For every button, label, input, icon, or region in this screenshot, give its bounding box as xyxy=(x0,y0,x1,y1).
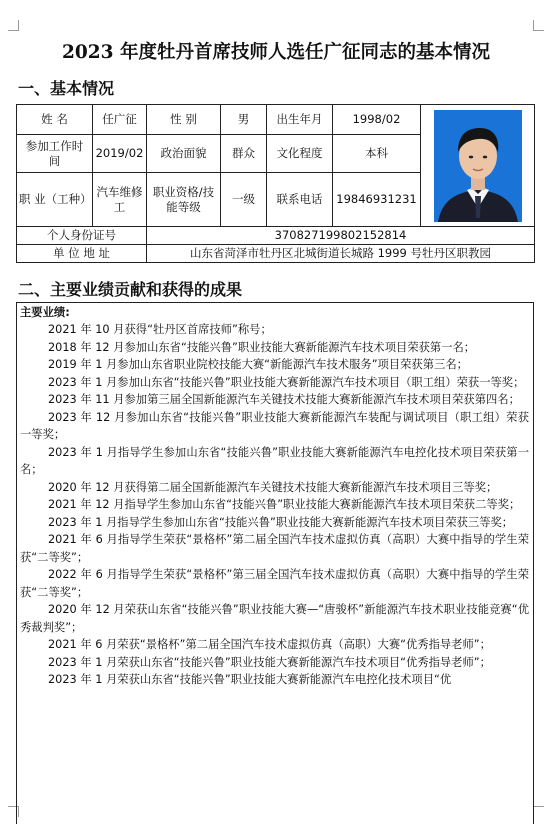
achievements-box xyxy=(16,302,534,824)
political-value: 群众 xyxy=(221,135,267,173)
name-label: 姓 名 xyxy=(17,105,93,135)
gender-value: 男 xyxy=(221,105,267,135)
political-label: 政治面貌 xyxy=(147,135,221,173)
list-item: 2021 年 10 月获得“牡丹区首席技师”称号； xyxy=(48,323,272,336)
list-item: 2023 年 12 月参加山东省“技能兴鲁”职业技能大赛新能源汽车装配与调试项目（职工组）荣获一等奖； xyxy=(20,410,529,441)
work-start-label: 参加工作时 间 xyxy=(17,135,93,173)
basic-info-table xyxy=(16,104,535,263)
list-item: 2019 年 1 月参加山东省职业院校技能大赛“新能源汽车技术服务”项目荣获第三名； xyxy=(48,358,468,371)
document-title: 2023 年度牡丹首席技师人选任广征同志的基本情况 xyxy=(62,42,490,63)
gender-label: 性 别 xyxy=(147,105,221,135)
employer-value: 山东省菏泽市牡丹区北城街道长城路 1999 号牡丹区职教园 xyxy=(147,245,535,263)
table-row xyxy=(17,245,535,263)
list-item: 2020 年 12 月荣获山东省“技能兴鲁”职业技能大赛—“唐骏杯”新能源汽车技术职业技能竞赛“优秀裁判奖”； xyxy=(20,603,529,634)
employer-label: 单 位 地 址 xyxy=(17,245,147,263)
id-label: 个人身份证号 xyxy=(17,227,147,245)
list-item: 2023 年 1 月参加山东省“技能兴鲁”职业技能大赛新能源汽车技术项目（职工组）荣获一等奖； xyxy=(48,375,525,389)
section-heading-basic-info: 一、基本情况 xyxy=(18,79,115,98)
section-heading-achievements: 二、主要业绩贡献和获得的成果 xyxy=(18,280,243,299)
list-item: 2023 年 11 月参加第三届全国新能源汽车关键技术技能大赛新能源汽车技术项目荣获第四名； xyxy=(48,393,520,406)
page-corner-mark xyxy=(8,20,19,31)
work-start-value: 2019/02 xyxy=(93,135,147,173)
birth-label: 出生年月 xyxy=(267,105,333,135)
education-label: 文化程度 xyxy=(267,135,333,173)
list-item: 2023 年 1 月指导学生参加山东省“技能兴鲁”职业技能大赛新能源汽车技术项目荣获三等奖； xyxy=(48,515,514,529)
portrait-photo xyxy=(434,110,522,222)
achievements-heading: 主要业绩: xyxy=(20,306,70,319)
list-item: 2023 年 1 月荣获山东省“技能兴鲁”职业技能大赛新能源汽车电控化技术项目“优 xyxy=(48,673,452,686)
qualification-value: 一级 xyxy=(221,173,267,227)
education-value: 本科 xyxy=(333,135,421,173)
list-item: 2018 年 12 月参加山东省“技能兴鲁”职业技能大赛新能源汽车技术项目荣获第一名； xyxy=(48,340,476,354)
list-item: 2021 年 12 月指导学生参加山东省“技能兴鲁”职业技能大赛新能源汽车技术项目荣获二等奖； xyxy=(48,498,521,511)
list-item: 2020 年 12 月获得第二届全国新能源汽车关键技术技能大赛新能源汽车技术项目三等奖； xyxy=(48,480,498,494)
page-corner-mark xyxy=(533,20,544,31)
phone-label: 联系电话 xyxy=(267,173,333,227)
job-label: 职 业（工种） xyxy=(17,173,93,227)
id-value: 370827199802152814 xyxy=(147,227,535,245)
phone-value: 19846931231 xyxy=(333,173,421,227)
list-item: 2023 年 1 月指导学生参加山东省“技能兴鲁”职业技能大赛新能源汽车电控化技术项目荣获第一名； xyxy=(20,445,529,476)
list-item: 2021 年 6 月荣获“景格杯”第二届全国汽车技术虚拟仿真（高职）大赛“优秀指导老师”； xyxy=(48,638,491,651)
name-value: 任广征 xyxy=(93,105,147,135)
table-row xyxy=(17,105,535,135)
list-item: 2023 年 1 月荣获山东省“技能兴鲁”职业技能大赛新能源汽车技术项目“优秀指导老师”； xyxy=(48,655,491,669)
qualification-label: 职业资格/技能等级 xyxy=(147,173,221,227)
page-corner-mark xyxy=(533,806,544,817)
list-item: 2021 年 6 月指导学生荣获“景格杯”第二届全国汽车技术虚拟仿真（高职）大赛中指导的学生荣获“二等奖”； xyxy=(20,533,529,564)
birth-value: 1998/02 xyxy=(333,105,421,135)
table-row xyxy=(17,227,535,245)
photo-cell xyxy=(421,105,535,227)
portrait-illustration xyxy=(434,110,522,222)
list-item: 2022 年 6 月指导学生荣获“景格杯”第三届全国汽车技术虚拟仿真（高职）大赛中指导的学生荣获“二等奖”； xyxy=(20,568,529,599)
job-value: 汽车维修工 xyxy=(93,173,147,227)
